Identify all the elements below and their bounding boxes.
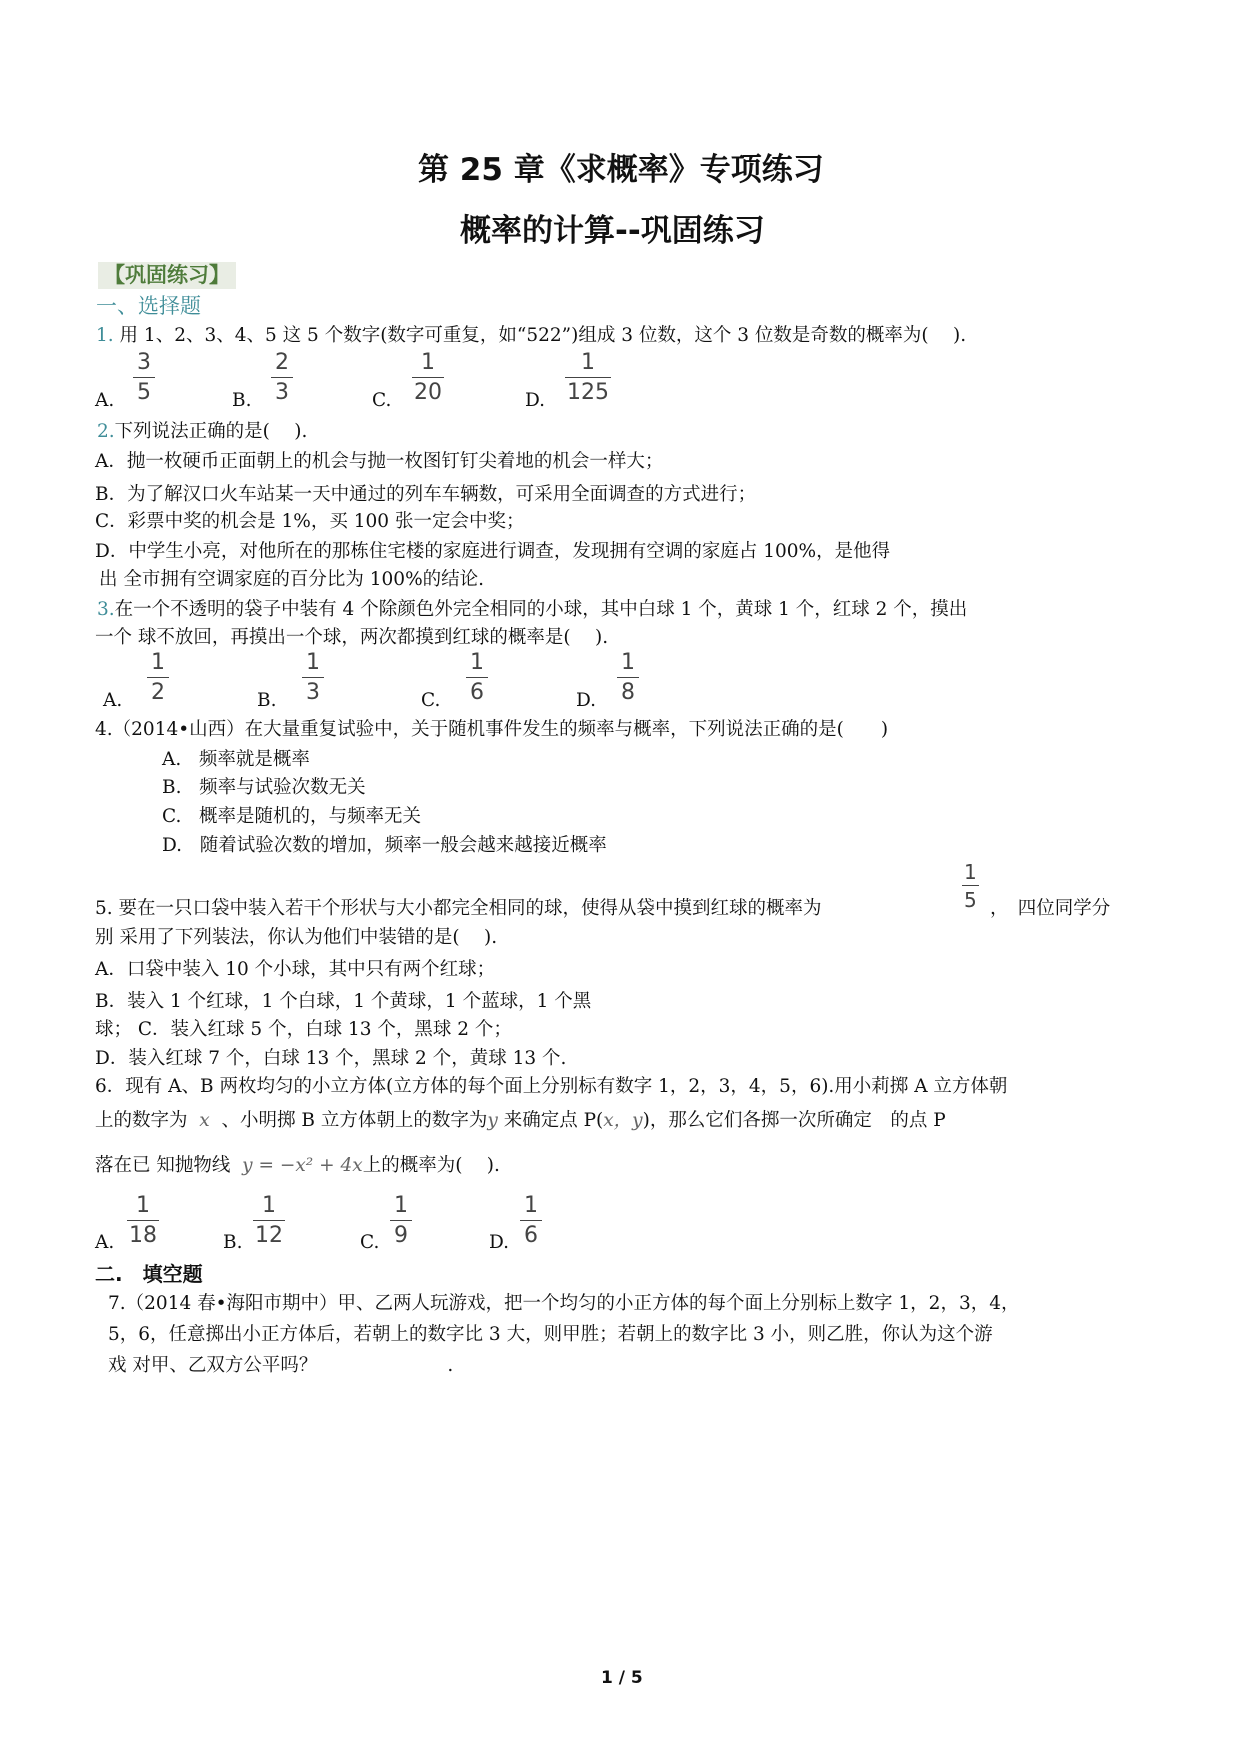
denominator: 5 (964, 888, 977, 912)
question-1-text: 用 1、2、3、4、5 这 5 个数字(数字可重复，如“522”)组成 3 位数，这个 3 位数是奇数的概率为( ). (119, 325, 967, 346)
q3-option-a-label: A. (103, 690, 123, 711)
denominator: 2 (151, 680, 165, 705)
question-6-line2 (95, 1110, 946, 1132)
numerator: 1 (394, 1193, 408, 1218)
numerator: 1 (470, 650, 484, 675)
section-tag: 【巩固练习】 (98, 262, 236, 289)
denominator: 18 (129, 1223, 157, 1248)
option-label: C. (162, 806, 182, 827)
q5-option-d: D．装入红球 7 个，白球 13 个，黑球 2 个，黄球 13 个. (95, 1048, 567, 1069)
option-label: B. (162, 777, 182, 798)
numerator: 1 (421, 350, 435, 375)
q2-option-b: B．为了解汉口火车站某一天中通过的列车车辆数，可采用全面调查的方式进行； (95, 484, 757, 505)
denominator: 12 (255, 1223, 283, 1248)
answer-end: . (447, 1355, 454, 1376)
q1-option-a-label: A. (95, 390, 115, 411)
question-7-line3 (108, 1355, 453, 1377)
question-5-line1b: ， 四位同学分 (990, 898, 1111, 919)
q6-text-a: 上的数字为 (95, 1110, 188, 1131)
question-3-line2: 一个 球不放回，再摸出一个球，两次都摸到红球的概率是( ). (95, 627, 609, 648)
denominator: 6 (524, 1223, 538, 1248)
question-2 (97, 421, 307, 443)
q4-option-d (162, 835, 607, 857)
question-3-line1 (97, 599, 967, 621)
question-3-number: 3. (97, 599, 115, 620)
question-4: 4.（2014•山西）在大量重复试验中，关于随机事件发生的频率与概率，下列说法正确的是( ) (95, 719, 889, 740)
q5-option-c: 球； C．装入红球 5 个，白球 13 个，黑球 2 个； (95, 1019, 512, 1040)
q2-option-c: C．彩票中奖的机会是 1%，买 100 张一定会中奖； (95, 511, 525, 532)
question-6-line3 (95, 1155, 500, 1177)
numerator: 1 (964, 860, 977, 884)
q6-text-d: )，那么它们各掷一次所确定 的点 P (642, 1110, 946, 1131)
option-text: 概率是随机的，与频率无关 (199, 806, 422, 827)
q3-option-b-fraction (302, 652, 324, 704)
option-label: A. (162, 749, 182, 770)
numerator: 1 (151, 650, 165, 675)
denominator: 5 (137, 380, 151, 405)
q6-text-e: 落在已 知抛物线 (95, 1155, 231, 1176)
numerator: 1 (306, 650, 320, 675)
q6-option-b-label: B. (223, 1232, 243, 1253)
denominator: 9 (394, 1223, 408, 1248)
q5-option-a: A．口袋中装入 10 个小球，其中只有两个红球； (95, 959, 496, 980)
q4-option-c (162, 806, 421, 828)
variable-y: y (487, 1110, 498, 1131)
q6-option-d-label: D. (489, 1232, 510, 1253)
numerator: 2 (275, 350, 289, 375)
numerator: 1 (262, 1193, 276, 1218)
numerator: 1 (621, 650, 635, 675)
section-fill-title: 二. 填空题 (95, 1262, 203, 1286)
q6-text-b: 、小明掷 B 立方体朝上的数字为 (221, 1110, 488, 1131)
q6-option-d-fraction (520, 1195, 542, 1247)
q1-option-d-fraction (565, 352, 611, 404)
q6-option-c-label: C. (360, 1232, 380, 1253)
question-7-line2: 5，6，任意掷出小正方体后，若朝上的数字比 3 大，则甲胜；若朝上的数字比 3 小，则乙胜，你认为这个游 (108, 1324, 993, 1345)
option-text: 频率与试验次数无关 (199, 777, 366, 798)
q1-option-a-fraction (133, 352, 155, 404)
denominator: 125 (567, 380, 609, 405)
q6-option-a-label: A. (95, 1232, 115, 1253)
section-choice-title: 一、选择题 (96, 294, 201, 318)
q4-option-b (162, 777, 366, 799)
question-7-text: 戏 对甲、乙双方公平吗？ (108, 1355, 318, 1376)
parabola-formula: y = −x² + 4x (242, 1155, 363, 1176)
q3-option-d-fraction (617, 652, 639, 704)
option-text: 随着试验次数的增加，频率一般会越来越接近概率 (199, 835, 607, 856)
question-6-line1: 6．现有 A、B 两枚均匀的小立方体(立方体的每个面上分别标有数字 1，2，3，4，5，6).用小莉掷 A 立方体朝 (95, 1076, 1008, 1097)
q3-option-c-fraction (466, 652, 488, 704)
denominator: 20 (414, 380, 442, 405)
q1-option-b-fraction (271, 352, 293, 404)
q6-option-b-fraction (253, 1195, 285, 1247)
denominator: 3 (306, 680, 320, 705)
q6-text-f: 上的概率为( ). (362, 1155, 500, 1176)
q1-option-b-label: B. (232, 390, 252, 411)
q3-option-b-label: B. (257, 690, 277, 711)
point-coordinates: x，y (603, 1110, 643, 1131)
q2-option-d-line1: D．中学生小亮，对他所在的那栋住宅楼的家庭进行调查，发现拥有空调的家庭占 100%，是他得 (95, 541, 891, 562)
numerator: 1 (136, 1193, 150, 1218)
variable-x: x (199, 1110, 210, 1131)
question-1 (96, 325, 966, 347)
q3-option-d-label: D. (576, 690, 597, 711)
question-7-line1: 7.（2014 春•海阳市期中）甲、乙两人玩游戏，把一个均匀的小正方体的每个面上分别标上数字 1，2，3，4， (108, 1293, 1020, 1314)
question-5-line1a: 5. 要在一只口袋中装入若干个形状与大小都完全相同的球，使得从袋中摸到红球的概率为 (95, 898, 822, 919)
q2-option-a: A．抛一枚硬币正面朝上的机会与抛一枚图钉钉尖着地的机会一样大； (95, 451, 664, 472)
denominator: 3 (275, 380, 289, 405)
q6-text-c: 来确定点 P( (503, 1110, 604, 1131)
numerator: 1 (581, 350, 595, 375)
question-1-number: 1. (96, 325, 114, 346)
question-3-text: 在一个不透明的袋子中装有 4 个除颜色外完全相同的小球，其中白球 1 个，黄球 1 个，红球 2 个，摸出 (114, 599, 968, 620)
question-2-number: 2. (97, 421, 115, 442)
option-label: D. (162, 835, 183, 856)
numerator: 1 (524, 1193, 538, 1218)
page-number: 1 / 5 (601, 1668, 643, 1688)
page-subtitle: 概率的计算--巩固练习 (460, 213, 765, 249)
q1-option-c-label: C. (372, 390, 392, 411)
question-2-text: 下列说法正确的是( ). (114, 421, 308, 442)
numerator: 3 (137, 350, 151, 375)
q4-option-a (162, 749, 310, 771)
denominator: 8 (621, 680, 635, 705)
option-text: 频率就是概率 (198, 749, 310, 770)
page-title: 第 25 章《求概率》专项练习 (418, 152, 824, 188)
q3-option-a-fraction (147, 652, 169, 704)
denominator: 6 (470, 680, 484, 705)
q2-option-d-line2: 出 全市拥有空调家庭的百分比为 100%的结论. (99, 569, 485, 590)
q1-option-d-label: D. (525, 390, 546, 411)
q3-option-c-label: C. (421, 690, 441, 711)
question-5-line2: 别 采用了下列装法，你认为他们中装错的是( ). (95, 927, 498, 948)
q6-option-a-fraction (127, 1195, 159, 1247)
q6-option-c-fraction (390, 1195, 412, 1247)
q5-option-b: B．装入 1 个红球，1 个白球，1 个黄球，1 个蓝球，1 个黑 (95, 991, 592, 1012)
q1-option-c-fraction (412, 352, 444, 404)
q5-probability-fraction (962, 862, 979, 910)
